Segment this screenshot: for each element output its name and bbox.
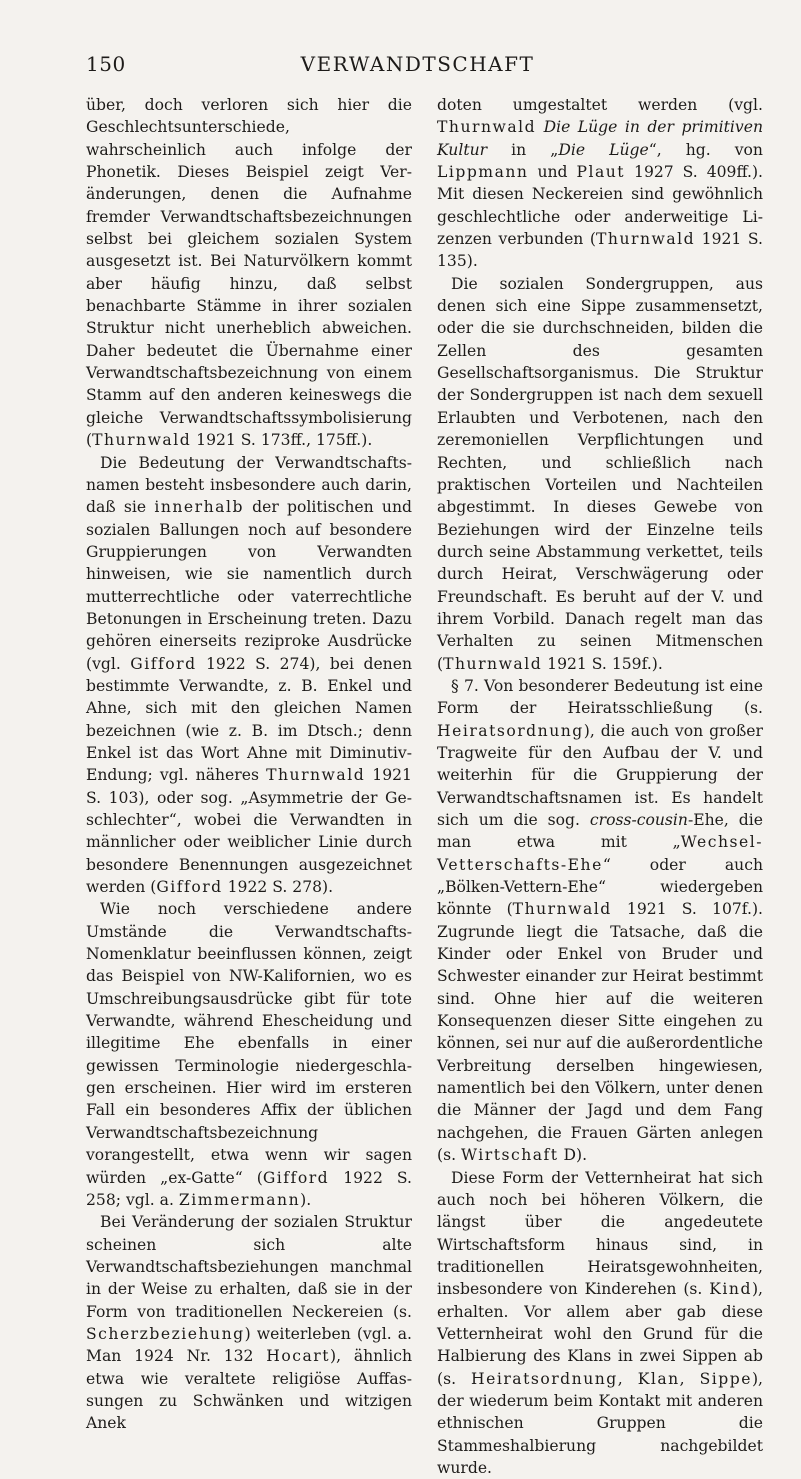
spaced-name: Sippe [700,1370,752,1388]
spaced-name: Klan [638,1370,680,1388]
text-run: der politischen und sozialen Ballungen noch auf besondere Gruppierungen von Verwandten hinweisen, wie sie namentlich durch mutterrechtliche oder vaterrechtliche Betonungen in Erscheinung treten. Dazu gehören einerseits reziproke Ausdrücke (vgl. [86,498,412,672]
spaced-name: Gifford [130,655,196,673]
spaced-name: Wirtschaft [461,1146,559,1164]
text-run: “ oder auch „Bölken-Vettern-Ehe“ wiedergeben könnte ( [437,856,763,919]
spaced-name: Wechsel-Vetterschafts-Ehe [437,833,763,873]
spaced-name: Heiratsordnung [471,1370,618,1388]
spaced-name: Lippmann [437,163,528,181]
italic-title: Die Lüge [558,141,648,159]
spaced-name: Thurnwald [92,431,191,449]
text-run: -Ehe, die man etwa mit „ [437,811,763,851]
text-run: doten umgestaltet werden (vgl. [437,96,763,114]
text-run: 1921 S. 103), oder sog. „Asymmetrie der Geschlechter“, wobei die Verwandten in männlicher oder weiblicher Linie durch besondere Benennungen ausgezeichnet werden ( [86,766,412,896]
running-head: VERWANDTSCHAFT [0,52,801,76]
paragraph [437,94,763,273]
paragraph [86,1211,412,1434]
text-run: ). [300,1191,311,1209]
text-run: 1921 S. 135). [437,230,763,270]
spaced-name: Kind [709,1280,752,1298]
spaced-name: Scherzbeziehung [86,1325,245,1343]
spaced-name: Heiratsordnung [437,722,584,740]
text-run: 1921 S. 159f.). [542,655,663,673]
spaced-name: Gifford [156,878,222,896]
text-run: ) weiterleben (vgl. a. Man 1924 Nr. 132 [86,1325,412,1365]
spaced-name: Hocart [266,1347,330,1365]
text-run: Die sozialen Sondergruppen, aus denen sich eine Sippe zusammensetzt, oder die sie durchschneiden, bilden die Zellen des gesamten Gesellschaftsorganismus. Die Struktur der Sondergruppen ist nach dem sexuell Erlaubten und Verbotenen, nach den zeremoniellen Verpflichtungen und Rechten, und schließlich nach praktischen Vorteilen und Nachteilen abgestimmt. In dieses Gewebe von Beziehungen wird der Einzelne teils durch seine Abstammung verkettet, teils durch Heirat, Verschwägerung oder Freundschaft. Es beruht auf der V. und ihrem Vorbild. Danach regelt man das Verhalten zu seinen Mitmenschen ( [437,275,763,673]
spaced-name: Zimmermann [179,1191,300,1209]
paragraph [86,94,412,452]
page-number: 150 [86,52,126,76]
text-run: , [680,1370,700,1388]
paragraph [86,898,412,1211]
text-run: ), die auch von großer Tragweite für den Aufbau der V. und weiterhin für die Gruppierung der Verwandtschaftsnamen ist. Es handelt sich um die sog. [437,722,763,829]
text-run: 1922 S. 258; vgl. a. [86,1169,412,1209]
left-column [86,94,412,1435]
text-run: “, hg. von [649,141,763,159]
paragraph [86,452,412,899]
text-run: 1921 S. 107f.). Zugrunde liegt die Tatsache, daß die Kinder oder Enkel von Bruder und Schwester einander zur Heirat bestimmt sind. Ohne hier auf die weiteren Konsequenzen dieser Sitte eingehen zu können, sei nur auf die außerordentliche Verbreitung derselben hingewiesen, namentlich bei den Völkern, unter denen die Männer der Jagd und dem Fang nachgehen, die Frauen Gärten anlegen (s. [437,900,763,1164]
italic-title: cross-cousin [590,811,688,829]
text-run: über, doch verloren sich hier die Geschlechtsunterschiede, wahrscheinlich auch infolge der Phonetik. Dieses Beispiel zeigt Veränderungen, denen die Aufnahme fremder Verwandtschaftsbezeichnungen selbst bei gleichem sozialen System ausgesetzt ist. Bei Naturvölkern kommt aber häufig hinzu, daß selbst benachbarte Stämme in ihrer sozialen Struktur nicht unerheblich abweichen. Daher bedeutet die Übernahme einer Verwandtschaftsbezeichnung von einem Stamm auf den anderen keineswegs die gleiche Verwandtschaftssymbolisierung ( [86,96,412,449]
spaced-name: Plaut [576,163,625,181]
text-run: Wie noch verschiedene andere Umstände die Verwandtschafts-Nomenklatur beeinflussen können, zeigt das Beispiel von NW-Kalifornien, wo es Umschreibungsausdrücke gibt für tote Verwandte, während Ehescheidung und illegitime Ehe ebenfalls in einer gewissen Terminologie niedergeschlagen erscheinen. Hier wird im ersteren Fall ein besonderes Affix der üblichen Verwandtschaftsbezeichnung vorangestellt, etwa wenn wir sagen würden „ex-Gatte“ ( [86,900,412,1186]
text-run: ), erhalten. Vor allem aber gab diese Vetternheirat wohl den Grund für die Halbierung des Klans in zwei Sippen ab (s. [437,1280,763,1387]
text-run: D). [559,1146,588,1164]
paragraph [437,675,763,1167]
italic-title: Die Lüge in der primitiven Kultur [437,118,763,158]
text-run: § 7. Von besonderer Bedeutung ist eine Form der Heiratsschließung (s. [437,677,763,717]
spaced-name: Thurnwald [266,766,365,784]
text-run: , [618,1370,638,1388]
spaced-name: Gifford [263,1169,329,1187]
text-run: 1922 S. 278). [223,878,333,896]
text-run: ), ähnlich etwa wie veraltete religiöse Auffassungen zu Schwänken und witzigen Anek [86,1347,412,1432]
text-run: Bei Veränderung der sozialen Struktur scheinen sich alte Verwandtschaftsbeziehungen manchmal in der Weise zu erhalten, daß sie in der Form von traditionellen Neckereien (s. [86,1213,412,1320]
spaced-name: Thurnwald [437,118,536,136]
text-run: Diese Form der Vetternheirat hat sich auch noch bei höheren Völkern, die längst über die angedeutete Wirtschaftsform hinaus sind, in traditionellen Heiratsgewohnheiten, insbesondere von Kinderehen (s. [437,1169,763,1299]
paragraph [437,273,763,675]
text-run: und [528,163,576,181]
text-run [536,118,543,136]
spaced-name: innerhalb [154,498,244,516]
text-run: 1927 S. 409ff.). Mit diesen Neckereien sind gewöhnlich geschlechtliche oder anderweitige Lizenzen verbunden ( [437,163,763,248]
text-run: 1922 S. 274), bei denen bestimmte Verwandte, z. B. Enkel und Ahne, sich mit den gleichen Namen bezeichnen (wie z. B. im Dtsch.; denn Enkel ist das Wort Ahne mit Diminutiv-Endung; vgl. näheres [86,655,412,785]
text-run: ), der wiederum beim Kontakt mit anderen ethnischen Gruppen die Stammeshalbierung nachgebildet wurde. [437,1370,763,1477]
text-run: in „ [487,141,558,159]
text-run: 1921 S. 173ff., 175ff.). [191,431,372,449]
spaced-name: Thurnwald [443,655,542,673]
spaced-name: Thurnwald [513,900,612,918]
spaced-name: Thurnwald [596,230,695,248]
right-column [437,94,763,1479]
text-run: Die Bedeutung der Verwandtschaftsnamen besteht insbesondere auch darin, daß sie [86,454,412,517]
paragraph [437,1167,763,1479]
